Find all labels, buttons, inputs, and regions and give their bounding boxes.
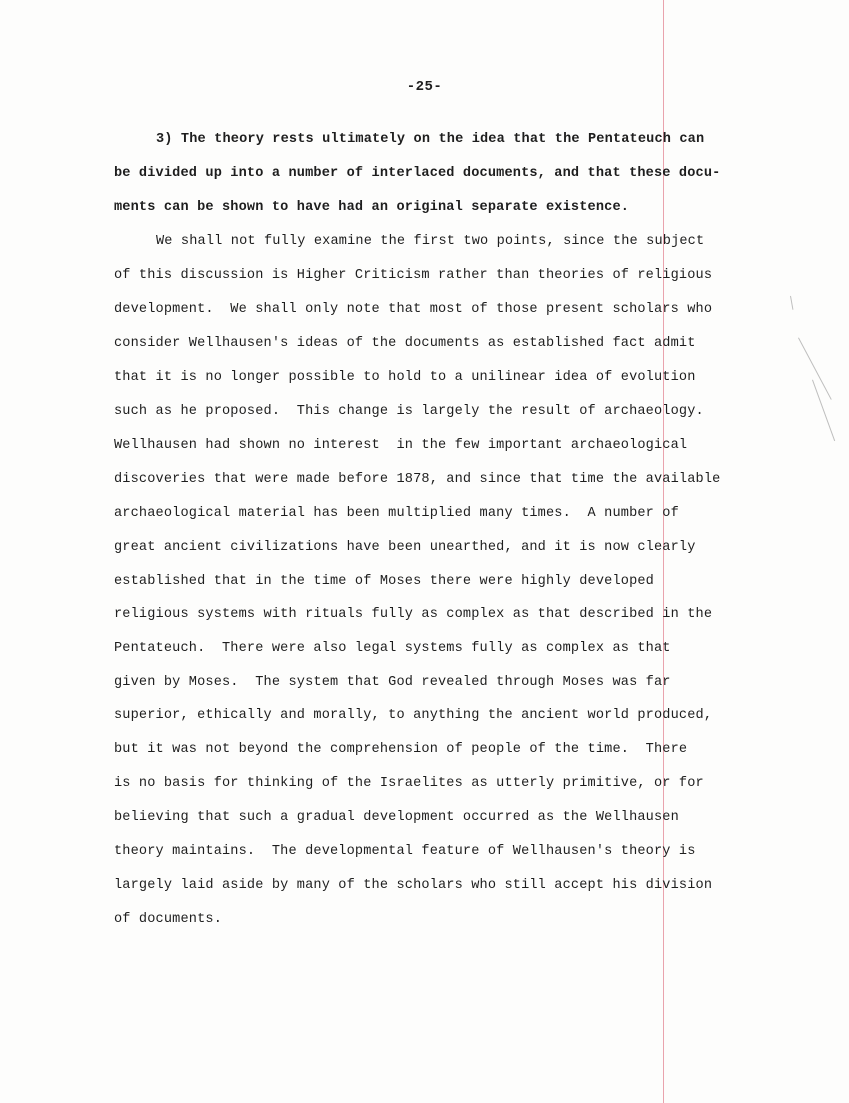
text-line: archaeological material has been multiplied many times. A number of [114, 506, 679, 521]
text-line: great ancient civilizations have been unearthed, and it is now clearly [114, 540, 696, 555]
scan-smudge [790, 296, 793, 310]
text-line: believing that such a gradual development occurred as the Wellhausen [114, 810, 679, 825]
text-line: We shall not fully examine the first two points, since the subject [156, 234, 705, 249]
text-line: development. We shall only note that most of those present scholars who [114, 302, 713, 317]
text-line: given by Moses. The system that God revealed through Moses was far [114, 675, 671, 690]
text-line: superior, ethically and morally, to anything the ancient world produced, [114, 708, 713, 723]
text-line: religious systems with rituals fully as complex as that described in the [114, 607, 713, 622]
text-line: is no basis for thinking of the Israelites as utterly primitive, or for [114, 776, 704, 791]
text-line: that it is no longer possible to hold to a unilinear idea of evolution [114, 370, 696, 385]
text-line: theory maintains. The developmental feature of Wellhausen's theory is [114, 844, 696, 859]
text-line: established that in the time of Moses there were highly developed [114, 574, 654, 589]
text-line: of documents. [114, 912, 222, 927]
text-line: Pentateuch. There were also legal systems fully as complex as that [114, 641, 671, 656]
text-line: Wellhausen had shown no interest in the few important archaeological [114, 438, 688, 453]
page-number: -25- [406, 79, 443, 95]
text-line: consider Wellhausen's ideas of the documents as established fact admit [114, 336, 696, 351]
text-line: but it was not beyond the comprehension of people of the time. There [114, 742, 688, 757]
text-line: largely laid aside by many of the scholars who still accept his division [114, 878, 713, 893]
text-line: ments can be shown to have had an original separate existence. [114, 200, 630, 215]
scan-smudge [812, 380, 835, 441]
text-line: such as he proposed. This change is largely the result of archaeology. [114, 404, 704, 419]
text-line: 3) The theory rests ultimately on the idea that the Pentateuch can [156, 132, 705, 147]
text-line: of this discussion is Higher Criticism rather than theories of religious [114, 268, 713, 283]
text-line: be divided up into a number of interlaced documents, and that these docu- [114, 166, 721, 181]
text-line: discoveries that were made before 1878, and since that time the available [114, 472, 721, 487]
